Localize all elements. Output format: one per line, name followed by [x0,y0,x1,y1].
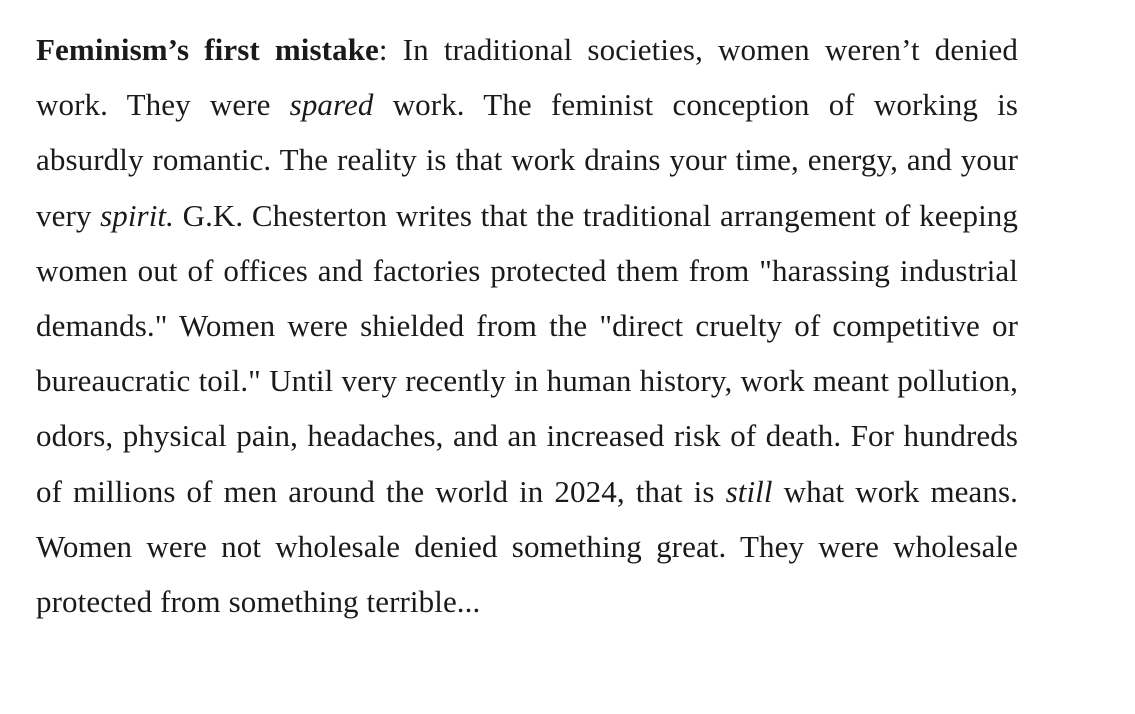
emphasis-spirit: spirit. [100,197,174,233]
emphasis-spared: spared [289,87,374,123]
text-segment-3: G.K. Chesterton writes that the traditional arrangement of keeping women out of offices and factories protected them from "harassing industrial demands." Women were shielded from the "direct cruelty of competitive or bureaucratic toil." Until very recently in human history, work meant pollution, odors, physical pain, headaches, and an increased risk of death. For hundreds of millions of men around the world in 2024, that is [36,197,1018,509]
text-segment-2: work. The feminist conception of working is absurdly romantic. The reality is that work drains your time, energy, and your very [36,87,1018,233]
text-segment-1: : In traditional societies, women weren’t denied work. They were [36,32,1018,123]
text-segment-4: what work means. Women were not wholesale denied something great. They were wholesale protected from something terrible... [36,473,1019,620]
paragraph [36,22,1018,629]
lead-heading: Feminism’s first mistake [36,32,379,67]
emphasis-still: still [725,473,773,509]
article-body [36,22,1018,629]
